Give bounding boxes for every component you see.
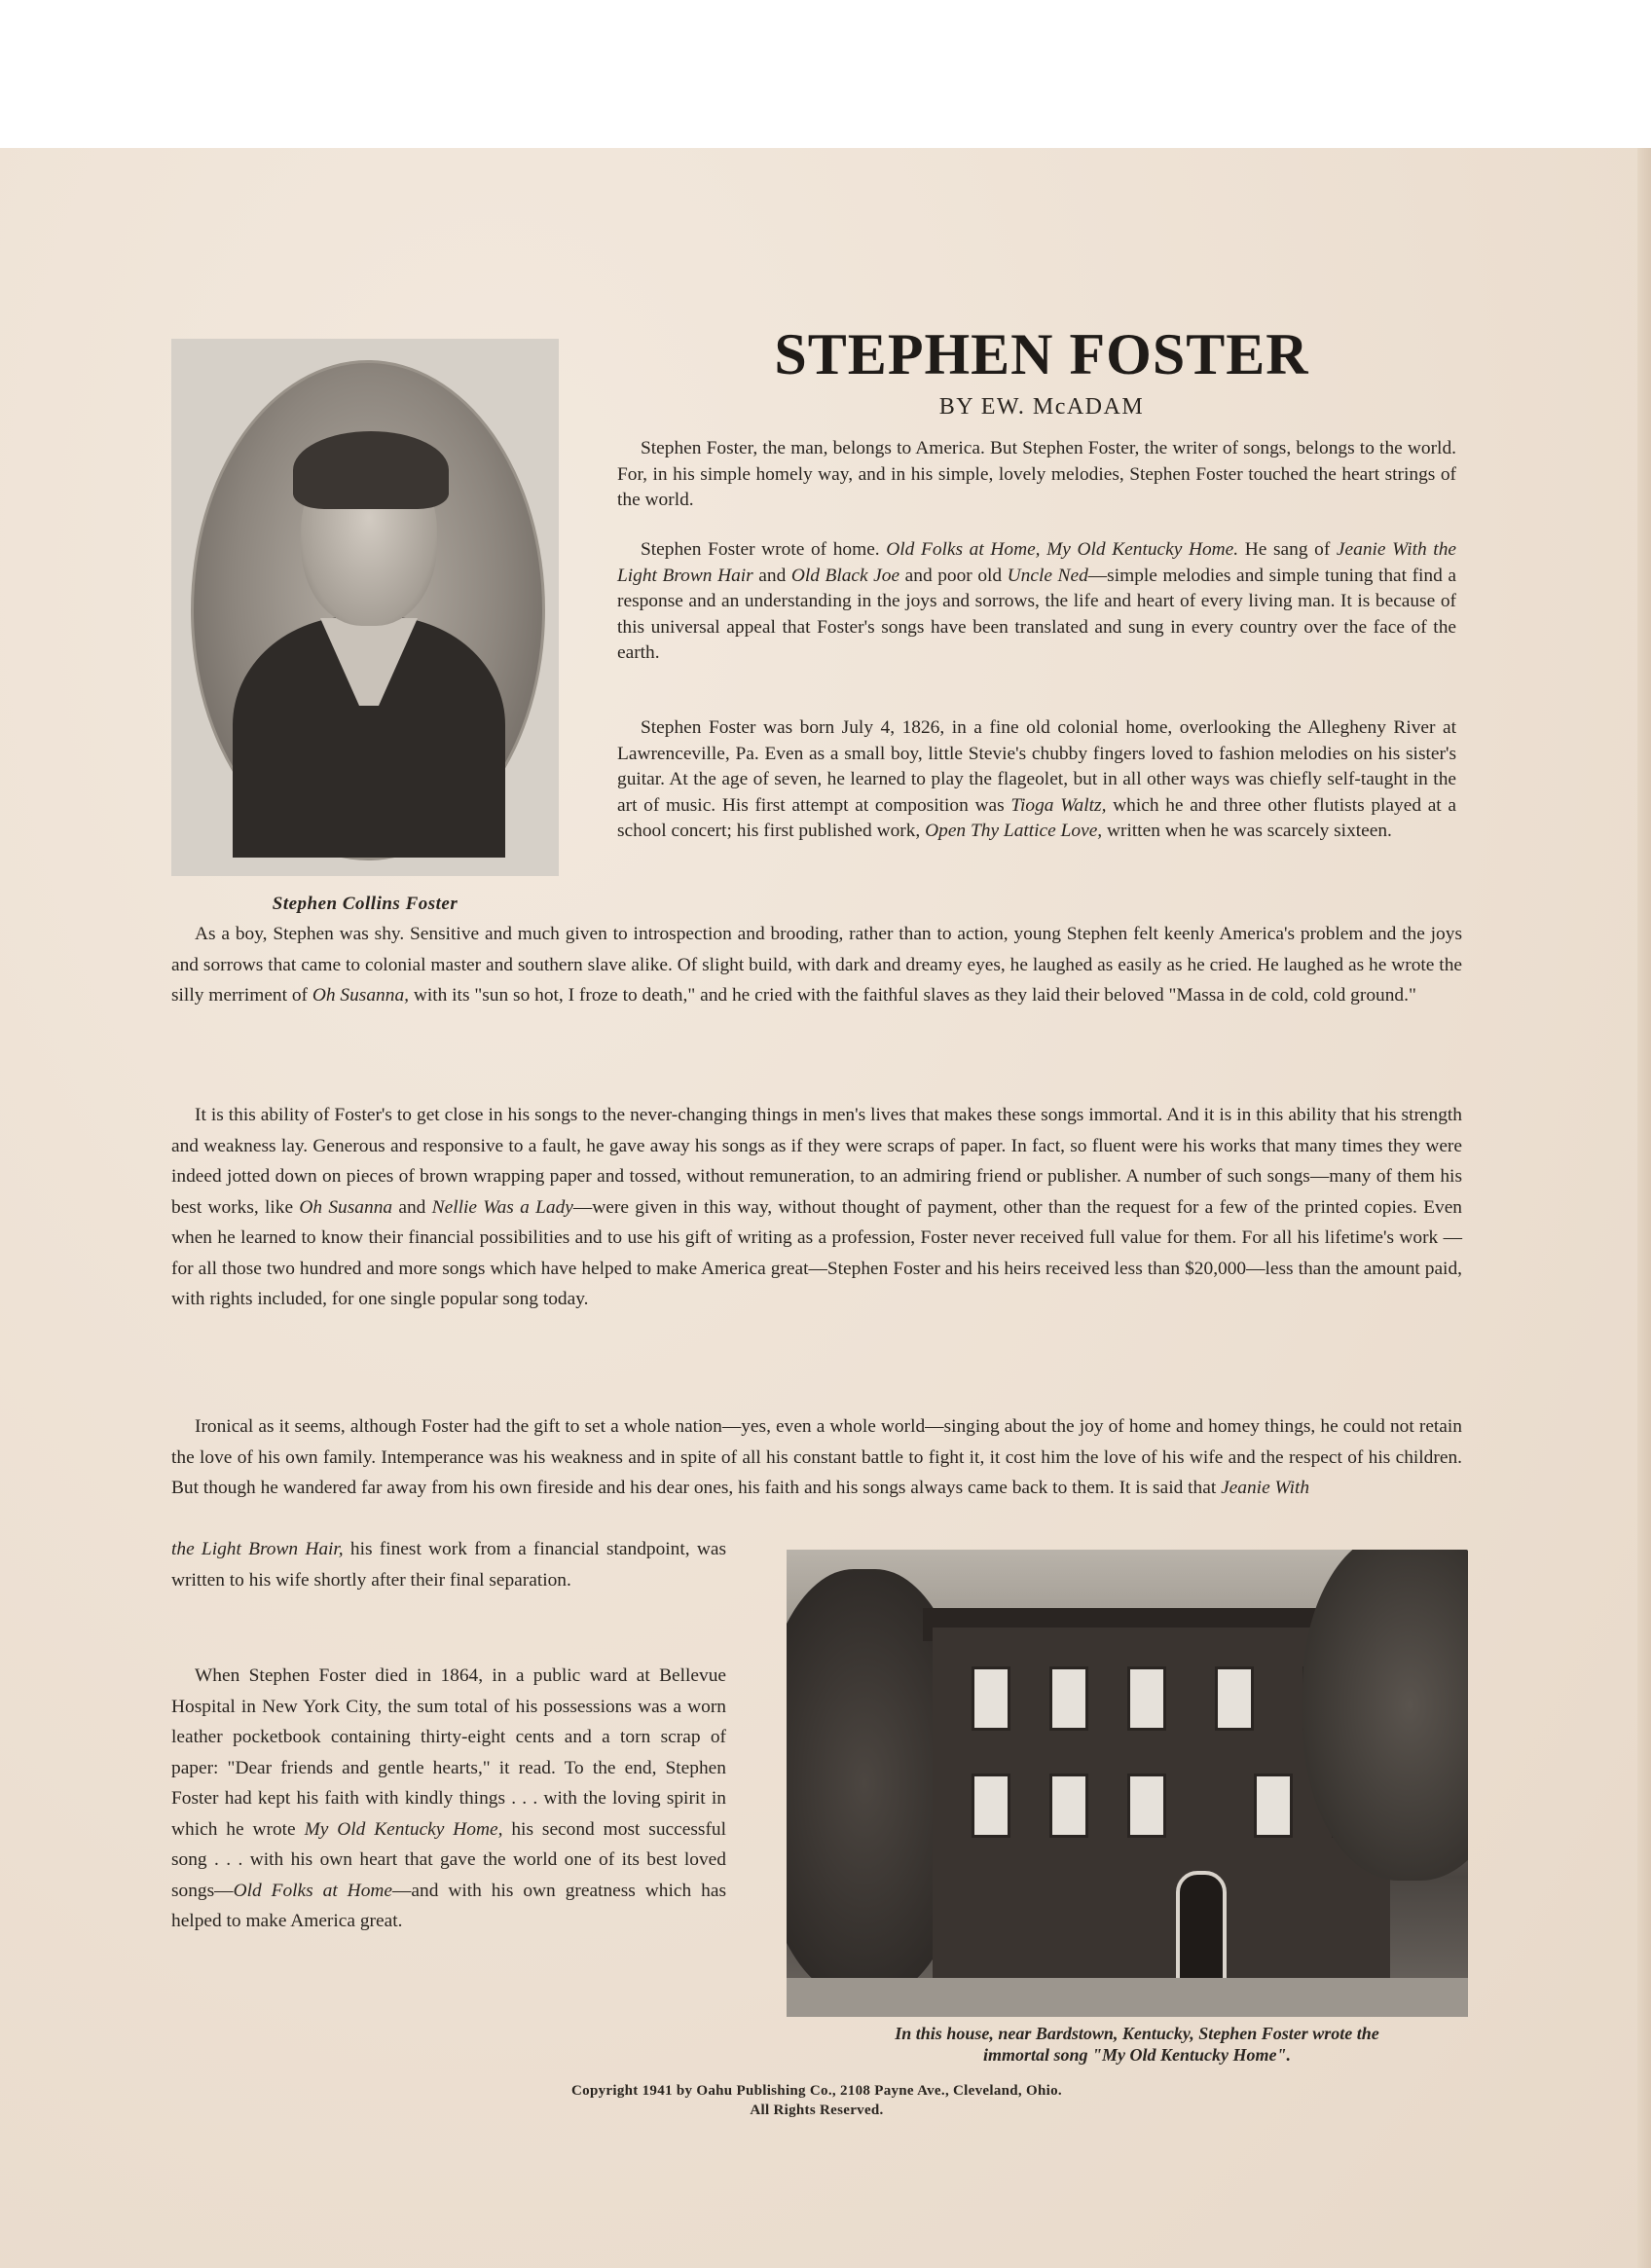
house-window — [972, 1774, 1010, 1838]
paragraph-5: It is this ability of Foster's to get close in his songs to the never-changing things in men's lives that makes these songs immortal. And it is in this ability that his strength and weakness lay. Generous and responsive to a fault, he gave away his songs as if they were scraps of paper. In fact, so fluent were his works that many times they were indeed jotted down on pieces of brown wrapping paper and tossed, without remuneration, to an admiring friend or publisher. A number of such songs—many of them his best works, like Oh Susanna and Nellie Was a Lady—were given in this way, without thought of payment, other than the request for a few of the printed copies. Even when he learned to know their financial possibilities and to use his gift of writing as a profession, Foster never received full value for them. For all his lifetime's work —for all those two hundred and more songs which have helped to make America great—Stephen Foster and his heirs received less than $20,000—less than the amount paid, with rights included, for one single popular song today. — [171, 1105, 1463, 1309]
paragraph-4: As a boy, Stephen was shy. Sensitive and much given to introspection and brooding, rather than to action, young Stephen felt keenly America's problem and the joys and sorrows that came to colonial master and southern slave alike. Of slight build, with dark and dreamy eyes, he laughed as easily as he cried. He laughed as he wrote the silly merriment of Oh Susanna, with its "sun so hot, I froze to death," and he cried with the faithful slaves as they laid their beloved "Massa in de cold, cold ground." — [171, 924, 1462, 1006]
portrait-image — [171, 339, 559, 876]
paragraph-6: Ironical as it seems, although Foster had the gift to set a whole nation—yes, even a whole world—singing about the joy of home and homey things, he could not retain the love of his own family. Intemperance was his weakness and in spite of all his constant battle to fight it, it cost him the love of his wife and the respect of his children. But though he wandered far away from his own fireside and his dear ones, his faith and his songs always came back to them. It is said that Jeanie With — [171, 1416, 1462, 1498]
paragraph-1: Stephen Foster, the man, belongs to America. But Stephen Foster, the writer of songs, belongs to the world. For, in his simple homely way, and in his simple, lovely melodies, Stephen Foster touched the heart strings of the world. — [617, 438, 1456, 510]
house-window — [1215, 1666, 1254, 1731]
sheet-edge — [1637, 148, 1651, 2268]
portrait-caption: Stephen Collins Foster — [272, 894, 459, 914]
portrait-hair — [293, 431, 449, 509]
copyright-line-1: Copyright 1941 by Oahu Publishing Co., 2108 Payne Ave., Cleveland, Ohio. — [571, 2083, 1062, 2099]
copyright-line-2: All Rights Reserved. — [750, 2103, 884, 2118]
photo-caption-line-1: In this house, near Bardstown, Kentucky, Stephen Foster wrote the — [895, 2024, 1379, 2043]
house-window — [972, 1666, 1010, 1731]
paragraph-7: When Stephen Foster died in 1864, in a public ward at Bellevue Hospital in New York City, the sum total of his possessions was a worn leather pocketbook containing thirty-eight cents and a torn scrap of paper: "Dear friends and gentle hearts," it read. To the end, Stephen Foster had kept his faith with kindly things . . . with the loving spirit in which he wrote My Old Kentucky Home, his second most successful song . . . with his own heart that gave the world one of its best loved songs—Old Folks at Home—and with his own greatness which has helped to make America great. — [171, 1665, 726, 1931]
house-window — [1049, 1666, 1088, 1731]
photo-caption-line-2: immortal song "My Old Kentucky Home". — [983, 2045, 1291, 2065]
house-window — [1254, 1774, 1293, 1838]
house-window — [1127, 1666, 1166, 1731]
photo-caption — [787, 2023, 1487, 2066]
house-photo — [787, 1550, 1468, 2017]
house-door — [1176, 1871, 1227, 1986]
paragraph-3: Stephen Foster was born July 4, 1826, in a fine old colonial home, overlooking the Allegheny River at Lawrenceville, Pa. Even as a small boy, little Stevie's chubby fingers loved to fashion melodies on his sister's guitar. At the age of seven, he learned to play the flageolet, but in all other ways was chiefly self-taught in the art of music. His first attempt at composition was Tioga Waltz, which he and three other flutists played at a school concert; his first published work, Open Thy Lattice Love, written when he was scarcely sixteen. — [617, 717, 1456, 841]
paragraph-6-continued: the Light Brown Hair, his finest work from a financial standpoint, was written to his wife shortly after their final separation. — [171, 1539, 726, 1591]
ground — [787, 1978, 1468, 2017]
article-title: STEPHEN FOSTER — [774, 322, 1309, 386]
article-byline: BY EW. McADAM — [938, 394, 1145, 420]
paragraph-2: Stephen Foster wrote of home. Old Folks at Home, My Old Kentucky Home. He sang of Jeanie With the Light Brown Hair and Old Black Joe and poor old Uncle Ned—simple melodies and simple tuning that find a response and an understanding in the joys and sorrows, the life and heart of every living man. It is because of this universal appeal that Foster's songs have been translated and sung in every country over the face of the earth. — [617, 539, 1456, 663]
house-window — [1127, 1774, 1166, 1838]
portrait-oval — [191, 360, 545, 860]
copyright-notice — [171, 2081, 1462, 2120]
house-window — [1049, 1774, 1088, 1838]
